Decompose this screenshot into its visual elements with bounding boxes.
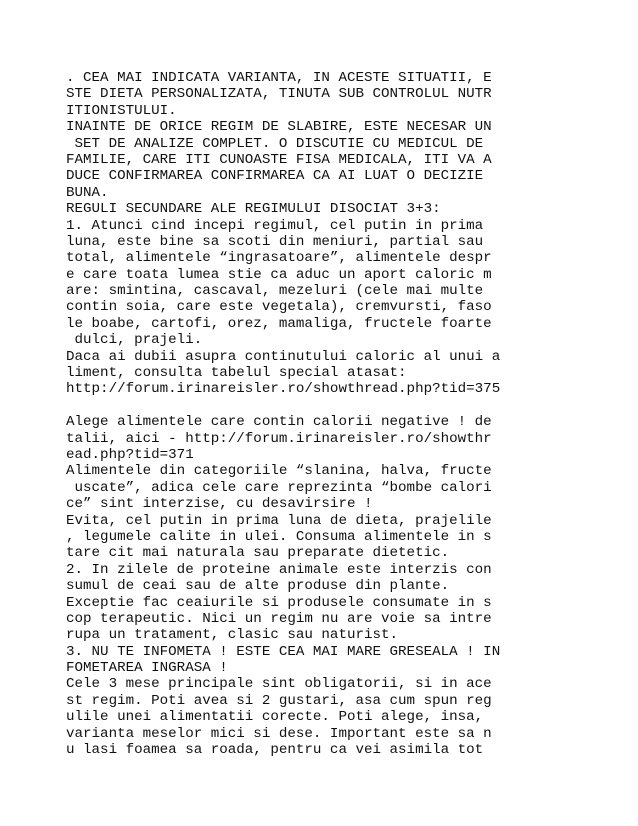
text-line: e care toata lumea stie ca aduc un aport caloric m bbox=[66, 266, 492, 283]
text-line: liment, consulta tabelul special atasat: bbox=[66, 365, 407, 382]
text-line: st regim. Poti avea si 2 gustari, asa cum spun reg bbox=[66, 692, 492, 709]
text-line: FAMILIE, CARE ITI CUNOASTE FISA MEDICALA, ITI VA A bbox=[66, 151, 492, 168]
text-line: INAINTE DE ORICE REGIM DE SLABIRE, ESTE NECESAR UN bbox=[66, 119, 492, 136]
text-line: ulile unei alimentatii corecte. Poti alege, insa, bbox=[66, 709, 484, 726]
text-line: Alimentele din categoriile “slanina, halva, fructe bbox=[66, 463, 492, 480]
text-line: total, alimentele “ingrasatoare”, alimentele despr bbox=[66, 250, 492, 267]
text-line: uscate”, adica cele care reprezinta “bombe calori bbox=[66, 479, 492, 496]
text-line: 3. NU TE INFOMETA ! ESTE CEA MAI MARE GRESEALA ! IN bbox=[66, 643, 501, 660]
text-line: contin soia, care este vegetala), cremvursti, faso bbox=[66, 299, 492, 316]
text-line: talii, aici - http://forum.irinareisler.ro/showthr bbox=[66, 430, 492, 447]
text-line: dulci, prajeli. bbox=[66, 332, 203, 349]
text-line: FOMETAREA INGRASA ! bbox=[66, 660, 228, 677]
text-line: Evita, cel putin in prima luna de dieta, prajelile bbox=[66, 512, 492, 529]
text-line: sumul de ceai sau de alte produse din plante. bbox=[66, 578, 450, 595]
text-line: SET DE ANALIZE COMPLET. O DISCUTIE CU MEDICUL DE bbox=[66, 135, 484, 152]
text-line: Alege alimentele care contin calorii negative ! de bbox=[66, 414, 492, 431]
text-line: cop terapeutic. Nici un regim nu are voie sa intre bbox=[66, 610, 492, 627]
text-line: Cele 3 mese principale sint obligatorii, si in ace bbox=[66, 676, 492, 693]
text-line: le boabe, cartofi, orez, mamaliga, fructele foarte bbox=[66, 315, 492, 332]
text-line: rupa un tratament, clasic sau naturist. bbox=[66, 627, 399, 644]
text-line: tare cit mai naturala sau preparate dietetic. bbox=[66, 545, 450, 562]
text-line: DUCE CONFIRMAREA CONFIRMAREA CA AI LUAT O DECIZIE bbox=[66, 168, 484, 185]
text-line: ead.php?tid=371 bbox=[66, 446, 194, 463]
text-line: are: smintina, cascaval, mezeluri (cele mai multe bbox=[66, 283, 484, 300]
text-line: ITIONISTULUI. bbox=[66, 102, 177, 119]
text-line: 1. Atunci cind incepi regimul, cel putin in prima bbox=[66, 217, 484, 234]
text-line: 2. In zilele de proteine animale este interzis con bbox=[66, 561, 492, 578]
text-line: BUNA. bbox=[66, 184, 109, 201]
text-line: varianta meselor mici si dese. Important este sa n bbox=[66, 725, 492, 742]
text-line: luna, este bine sa scoti din meniuri, partial sau bbox=[66, 233, 484, 250]
text-line: ce” sint interzise, cu desavirsire ! bbox=[66, 496, 373, 513]
text-line: REGULI SECUNDARE ALE REGIMULUI DISOCIAT 3+3: bbox=[66, 201, 441, 218]
text-line: . CEA MAI INDICATA VARIANTA, IN ACESTE SITUATII, E bbox=[66, 70, 492, 86]
document-page bbox=[66, 70, 586, 758]
text-line: http://forum.irinareisler.ro/showthread.php?tid=375 bbox=[66, 381, 501, 398]
text-line: STE DIETA PERSONALIZATA, TINUTA SUB CONTROLUL NUTR bbox=[66, 86, 492, 103]
text-line: , legumele calite in ulei. Consuma alimentele in s bbox=[66, 528, 492, 545]
text-line: Exceptie fac ceaiurile si produsele consumate in s bbox=[66, 594, 492, 611]
text-line: u lasi foamea sa roada, pentru ca vei asimila tot bbox=[66, 742, 484, 759]
text-line bbox=[66, 398, 586, 414]
text-line: Daca ai dubii asupra continutului caloric al unui a bbox=[66, 348, 501, 365]
